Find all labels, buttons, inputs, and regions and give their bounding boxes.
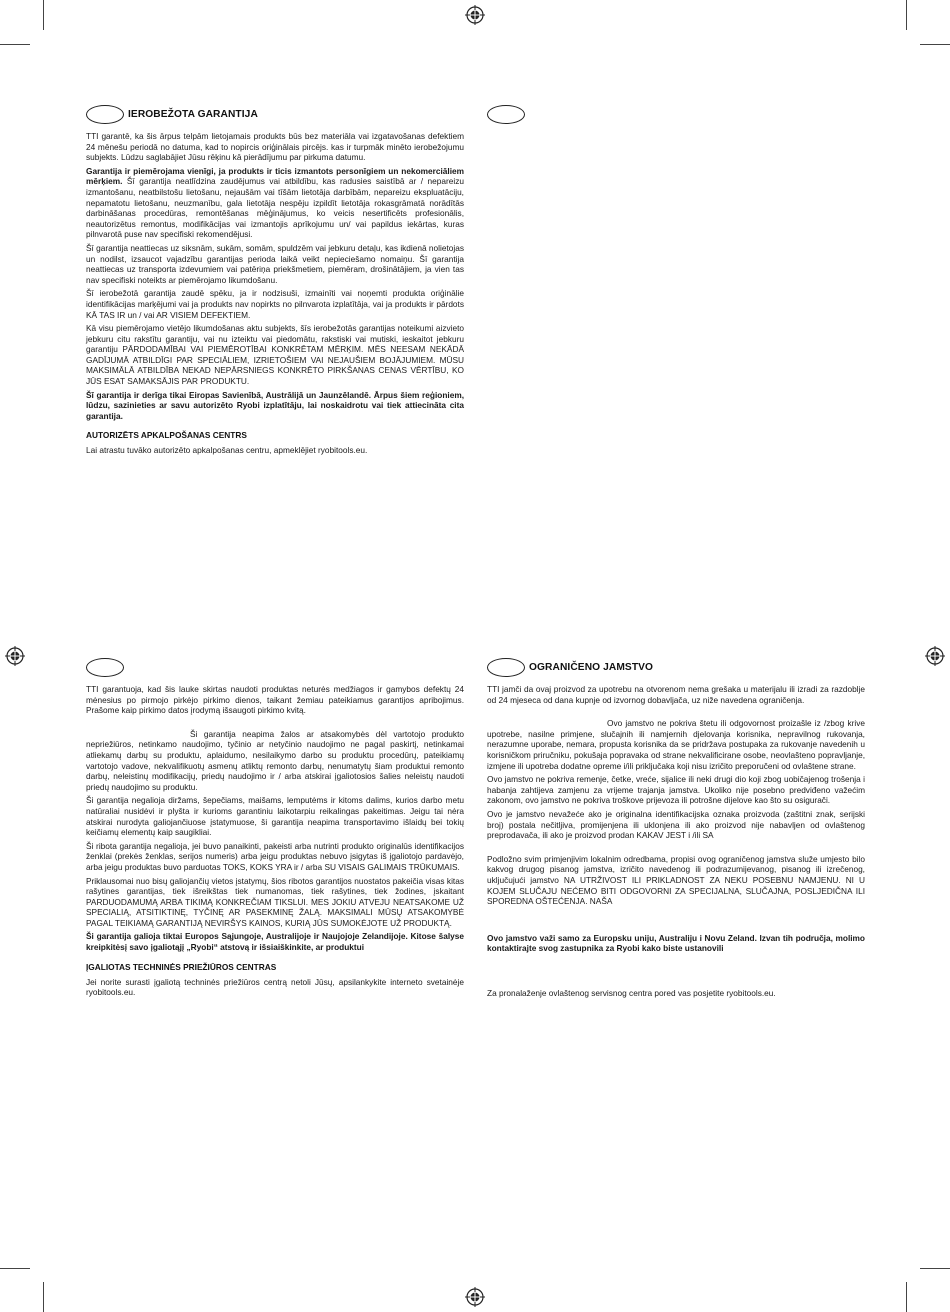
- crop-mark: [0, 44, 30, 45]
- section-header: [86, 103, 464, 125]
- crop-mark: [43, 1282, 44, 1312]
- section-header: [86, 656, 464, 678]
- paragraph: TTI garantē, ka šis ārpus telpām lietojamais produkts būs bez materiāla vai izgatavošanas defektiem 24 mēnešu periodā no datuma, kad to nopircis oriģinālais pircējs. kas ir turpmāk minēto ierobežojumu subjekts. Lūdzu saglabājiet Jūsu rēķinu kā pierādījumu par pirkuma datumu.: [86, 131, 464, 163]
- paragraph: Šī garantija neattiecas uz siksnām, sukām, somām, spuldzēm vai jebkuru detaļu, kas ikdienā nolietojas un nodilst, izsaucot vajadzību garantijas perioda laikā veikt nepieciešamo nomaiņu. Šī garantija neattiecas uz transporta izdevumiem vai patēriņa priekšmetiem, piemēram, drošinātājiem, ja vien tas nav specifiski noteikts ar piemērojamo likumdošanu.: [86, 242, 464, 285]
- language-oval-icon: [487, 105, 525, 124]
- section-title: OGRANIČENO JAMSTVO: [529, 661, 654, 673]
- croatian-warranty-section: [487, 656, 865, 1001]
- paragraph-bold: Ovo jamstvo važi samo za Europsku uniju, Australiju i Novu Zeland. Izvan tih područja, molimo kontaktirajte svog zastupnika za Ryobi kako biste ustanovili: [487, 932, 865, 954]
- paragraph: Kā visu piemērojamo vietējo likumdošanas aktu subjekts, šīs ierobežotās garantijas noteikumi aizvieto jebkuru citu rakstītu garantiju, vai nu izteiktu vai piedomātu, rakstiski vai mutiski, ieskaitot jebkuru garantiju PĀRDODAMĪBAI VAI PIEMĒROTĪBAI KONKRĒTAM MĒRĶIM. MĒS NEESAM NEKĀDĀ GADĪJUMĀ ATBILDĪGI PAR SPECIĀLIEM, IZRIETOŠIEM VAI NEJAUŠIEM BOJĀJUMIEM. MŪSU MAKSIMĀLĀ ATBILDĪBA NEKAD NEPĀRSNIEGS KONKRĒTO PIRKŠANAS CENAS VĒRTĪBU, KO JŪS ESAT SAMAKSĀJIS PAR PRODUKTU.: [86, 323, 464, 387]
- registration-mark-icon: [5, 646, 25, 666]
- paragraph-text: Šī garantija neatlīdzina zaudējumus vai atbildību, kas radusies saistībā ar / nepareizu izmantošanu, neatbilstošu lietošanu, nejaušām vai tīšām lietotāja darbībām, nepareizu ekspluatāciju, nepamatotu lietošanu, neuzmanību, gala lietotāja nespēju izpildīt lietotāja rokasgrāmatā norādītās darbināšanas procedūras, remontēšanas mēģinājumus, ko veicis nesertificēts profesionālis, neautorizētus remontus, modifikācijas vai izmantojis aprīkojumu un/ vai papildus iekārtas, kuras pilnvarotā puse nav specifiski rekomendējusi.: [86, 176, 464, 240]
- paragraph-bold: Šī garantija ir derīga tikai Eiropas Savienībā, Austrālijā un Jaunzēlandē. Ārpus šiem reģioniem, lūdzu, sazinieties ar savu autorizēto Ryobi izplatītāju, lai noskaidrotu vai tiek attiecināta cita garantija.: [86, 389, 464, 421]
- service-center-text: Lai atrastu tuvāko autorizēto apkalpošanas centru, apmeklējiet ryobitools.eu.: [86, 445, 368, 456]
- language-oval-icon: [487, 658, 525, 677]
- service-center-text: Jei norite surasti įgaliotą techninės priežiūros centrą netoli Jūsų, apsilankykite interneto svetainėje ryobitools.eu.: [86, 976, 464, 998]
- paragraph: TTI jamči da ovaj proizvod za upotrebu na otvorenom nema grešaka u materijalu ili izradi za razdoblje od 24 mjeseca od dana kupnje od izvornog dobavljača, uz niže navedena ograničenja.: [487, 684, 865, 705]
- crop-mark: [0, 1268, 30, 1269]
- bold-lead: Garantija ir piemērojama vienīgi, ja produkts ir ticis izmantots personīgiem un nekomerciāliem mērķiem.: [86, 165, 464, 187]
- paragraph: Ovo je jamstvo nevažeće ako je originalna identifikacijska oznaka proizvoda (zaštitni znak, serijski broj) postala nečitljiva, promijenjena ili uklonjena ili ako proizvod nije nabavljen od ovlaštenog preprodavača, ili ako je proizvod prodan KAKAV JEST i /ili SA: [487, 808, 865, 841]
- paragraph: Priklausomai nuo bisų galiojančių vietos įstatymų, šios ribotos garantijos nuostatos pakeičia visas kitas rašytines garantijas, tiek išreikštas tiek numanomas, tiek rašytines, tiek žodines, įskaitant PARDUODAMUMĄ ARBA TIKIMĄ KONKREČIAM TIKSLUI. MES JOKIU ATVEJU NEATSAKOME UŽ SPECIALIĄ, ATSITIKTINĘ, TYČINĘ AR PASEKMINĘ ŽALĄ. MAKSIMALI MŪSŲ ATSAKOMYBĖ PAGAL TEIKIAMĄ GARANTIJĄ NEVIRŠYS KAINOS, KURIĄ JŪS SUMOKĖJOTE UŽ PRODUKTĄ.: [86, 875, 464, 928]
- paragraph: Ši garantija neapima žalos ar atsakomybės dėl vartotojo produkto nepriežiūros, netinkamo naudojimo, tyčinio ar netyčinio naudojimo ne pagal paskirtį, netinkamai atliekamų darbų su produktu, aplaidumo, nesilaikymo darbo su produktu procedūrų, pateikiamų vartotojo vadove, nekvalifikuotų asmenų atliktų remonto darbų, nenumatytų šiam produktui remonto darbų, neleistinų modifikacijų, priedų naudojimo ir / arba atskirai įgaliotosios šalies neleistų naudoti priedų naudojimo su produktu.: [86, 728, 464, 792]
- service-center-text: Za pronalaženje ovlaštenog servisnog centra pored vas posjetite ryobitools.eu.: [487, 987, 776, 998]
- registration-mark-icon: [465, 1287, 485, 1307]
- crop-mark: [906, 1282, 907, 1312]
- crop-mark: [906, 0, 907, 30]
- language-oval-icon: [86, 658, 124, 677]
- paragraph: Ovo jamstvo ne pokriva štetu ili odgovornost proizašle iz /zbog krive upotrebe, nasilne primjene, slučajnih ili namjernih djelovanja korisnika, nepravilnog rukovanja, nerazumne uporabe, nemara, propusta korisnika da se pridržava postupaka za rukovanje navedenih u korisničkom priručniku, pokušaja popravaka od strane nekvalificirane osobe, neovlašteno popravljanje, izmjene ili upotreba dodatne opreme i/ili priključaka koji nisu izričito preporučeni od ovlaštene strane.: [487, 718, 865, 771]
- latvian-warranty-section: [86, 103, 464, 459]
- paragraph: Ovo jamstvo ne pokriva remenje, četke, vreće, sijalice ili neki drugi dio koji zbog uobičajenog trošenja i habanja zahtijeva zamjenu za vrijeme trajanja jamstva. Ukoliko nije posebno predviđeno važećim zakonom, ovo jamstvo ne pokriva troškove prijevoza ili potrošne dijelove kao što su osigurači.: [487, 774, 865, 806]
- language-oval-icon: [86, 105, 124, 124]
- empty-section: [487, 103, 865, 131]
- paragraph: Ši ribota garantija negalioja, jei buvo panaikinti, pakeisti arba nutrinti produkto originalūs identifikacijos ženklai (prekės ženklas, serijos numeris) arba jeigu produktas nebuvo įsigytas iš įgaliotojo pardavėjo, arba jeigu produktas buvo parduotas TOKS, KOKS YRA ir / arba SU VISAIS GALIMAIS TRŪKUMAIS.: [86, 840, 464, 872]
- paragraph: Ši garantija negalioja diržams, šepečiams, maišams, lemputėms ir kitoms dalims, kurios darbo metu natūraliai nusidėvi ir plyšta ir kurioms garantiniu laikotarpiu reikalingas pakeitimas. Jeigu tai nėra atskirai nurodyta galiojančiuose įstatymuose, ši garantija neapima transportavimo išlaidų bei tokių keičiamų elementų kaip saugikliai.: [86, 795, 464, 838]
- paragraph-bold: Ši garantija galioja tiktai Europos Sąjungoje, Australijoje ir Naujojoje Zelandijoje. Kitose šalyse kreipkitėsį savo įgaliotąjį „Ryobi“ atstovą ir išsiaiškinkite, ar produktui: [86, 931, 464, 953]
- crop-mark: [920, 1268, 950, 1269]
- crop-mark: [43, 0, 44, 30]
- section-title: IEROBEŽOTA GARANTIJA: [128, 108, 258, 120]
- crop-mark: [920, 44, 950, 45]
- paragraph: TTI garantuoja, kad šis lauke skirtas naudoti produktas neturės medžiagos ir gamybos defektų 24 mėnesius po pirmojo pirkėjo pirkimo dienos, taikant žemiau pateikiamus garantijos apribojimus. Prašome kaip pirkimo datos įrodymą išsaugoti pirkimo kvitą.: [86, 684, 464, 716]
- service-center-title: AUTORIZĒTS APKALPOŠANAS CENTRS: [86, 430, 247, 441]
- paragraph: [86, 166, 464, 240]
- registration-mark-icon: [925, 646, 945, 666]
- section-header: [487, 656, 865, 678]
- paragraph: Podložno svim primjenjivim lokalnim odredbama, propisi ovog ograničenog jamstva služe umjesto bilo kakvog drugog pisanog jamstva, izričito navedenog ili podrazumijevanog, pisanog ili izrečenog, uključujući jamstvo NA UTRŽIVOST ILI PRIKLADNOST ZA NEKU POSEBNU NAMJENU. NI U KOJEM SLUČAJU NEĆEMO BITI ODGOVORNI ZA SPECIJALNA, SLUČAJNA, POSLJEDIČNA ILI SPOREDNA OŠTEĆENJA. NAŠA: [487, 853, 865, 907]
- lithuanian-warranty-section: [86, 656, 464, 1001]
- registration-mark-icon: [465, 5, 485, 25]
- service-center-title: ĮGALIOTAS TECHNINĖS PRIEŽIŪROS CENTRAS: [86, 961, 277, 972]
- paragraph: Šī ierobežotā garantija zaudē spēku, ja ir nodzisuši, izmainīti vai noņemti produkta oriģinālie identifikācijas marķējumi vai ja produkts nav nopirkts no pilnvarota izplatītāja, vai ja produkts ir pārdots KĀ TAS IR un / vai AR VISIEM DEFEKTIEM.: [86, 288, 464, 320]
- section-header: [487, 103, 865, 125]
